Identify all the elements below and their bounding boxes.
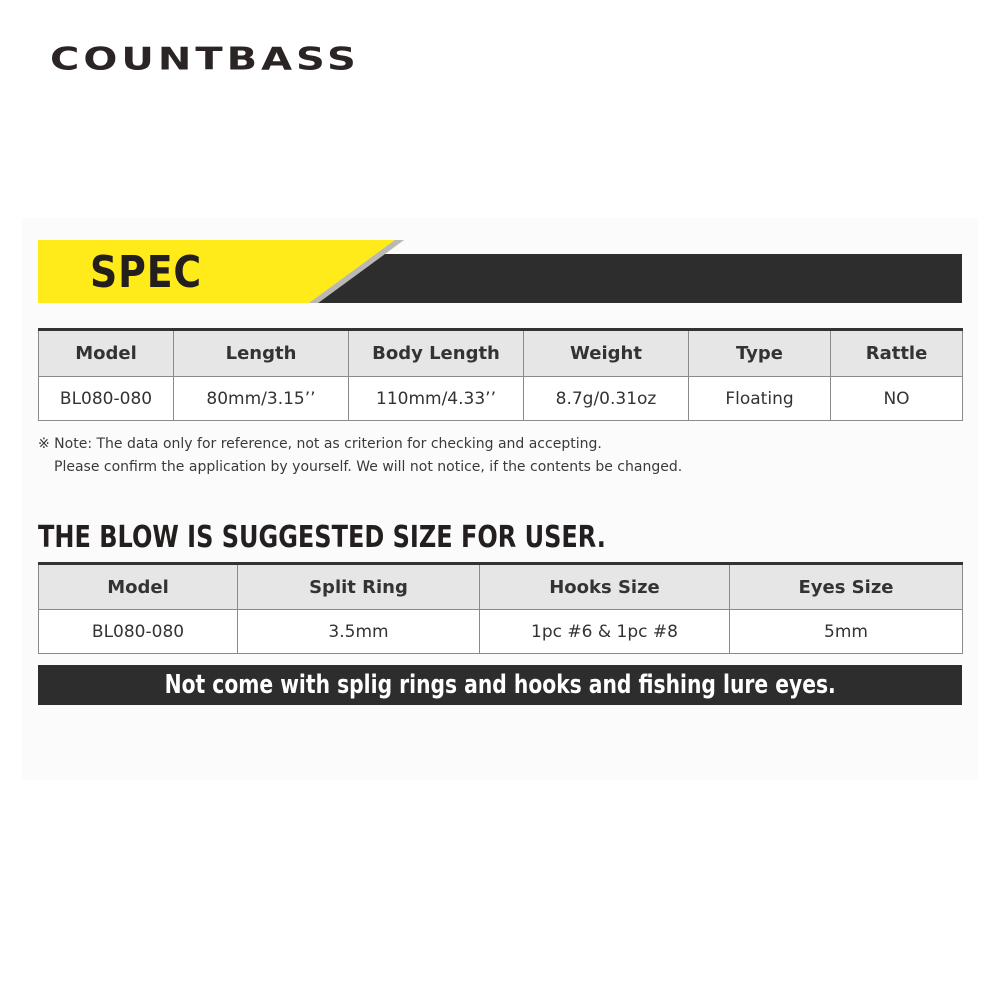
- size-header-split-ring: Split Ring: [238, 564, 480, 610]
- size-cell-model: BL080-080: [39, 610, 238, 654]
- warning-bar: [38, 665, 962, 705]
- spec-cell-type: Floating: [689, 377, 831, 421]
- size-header-hooks-size: Hooks Size: [480, 564, 730, 610]
- size-header-model: Model: [39, 564, 238, 610]
- size-table-header-row: [39, 564, 963, 610]
- spec-banner: [38, 240, 962, 304]
- spec-header-length: Length: [174, 330, 349, 377]
- spec-cell-length: 80mm/3.15’’: [174, 377, 349, 421]
- spec-cell-body-length: 110mm/4.33’’: [349, 377, 524, 421]
- brand-logo: [50, 40, 360, 79]
- spec-title: SPEC: [90, 247, 203, 298]
- suggested-size-heading: THE BLOW IS SUGGESTED SIZE FOR USER.: [38, 520, 606, 555]
- warning-text: Not come with splig rings and hooks and fishing lure eyes.: [164, 670, 836, 700]
- spec-header-type: Type: [689, 330, 831, 377]
- spec-cell-model: BL080-080: [39, 377, 174, 421]
- size-cell-hooks-size: 1pc #6 & 1pc #8: [480, 610, 730, 654]
- spec-header-model: Model: [39, 330, 174, 377]
- size-cell-eyes-size: 5mm: [730, 610, 963, 654]
- size-header-eyes-size: Eyes Size: [730, 564, 963, 610]
- spec-table: [38, 328, 963, 421]
- note-line-2: Please confirm the application by yourself. We will not notice, if the contents be changed.: [54, 459, 683, 475]
- table-row: [39, 377, 963, 421]
- spec-header-rattle: Rattle: [831, 330, 963, 377]
- table-row: [39, 610, 963, 654]
- spec-table-header-row: [39, 330, 963, 377]
- spec-header-weight: Weight: [524, 330, 689, 377]
- size-cell-split-ring: 3.5mm: [238, 610, 480, 654]
- suggested-size-table: [38, 562, 963, 654]
- note-line-1: ※ Note: The data only for reference, not as criterion for checking and accepting.: [38, 436, 602, 452]
- spec-cell-rattle: NO: [831, 377, 963, 421]
- spec-cell-weight: 8.7g/0.31oz: [524, 377, 689, 421]
- spec-header-body-length: Body Length: [349, 330, 524, 377]
- brand-name: COUNTBASS: [50, 41, 360, 78]
